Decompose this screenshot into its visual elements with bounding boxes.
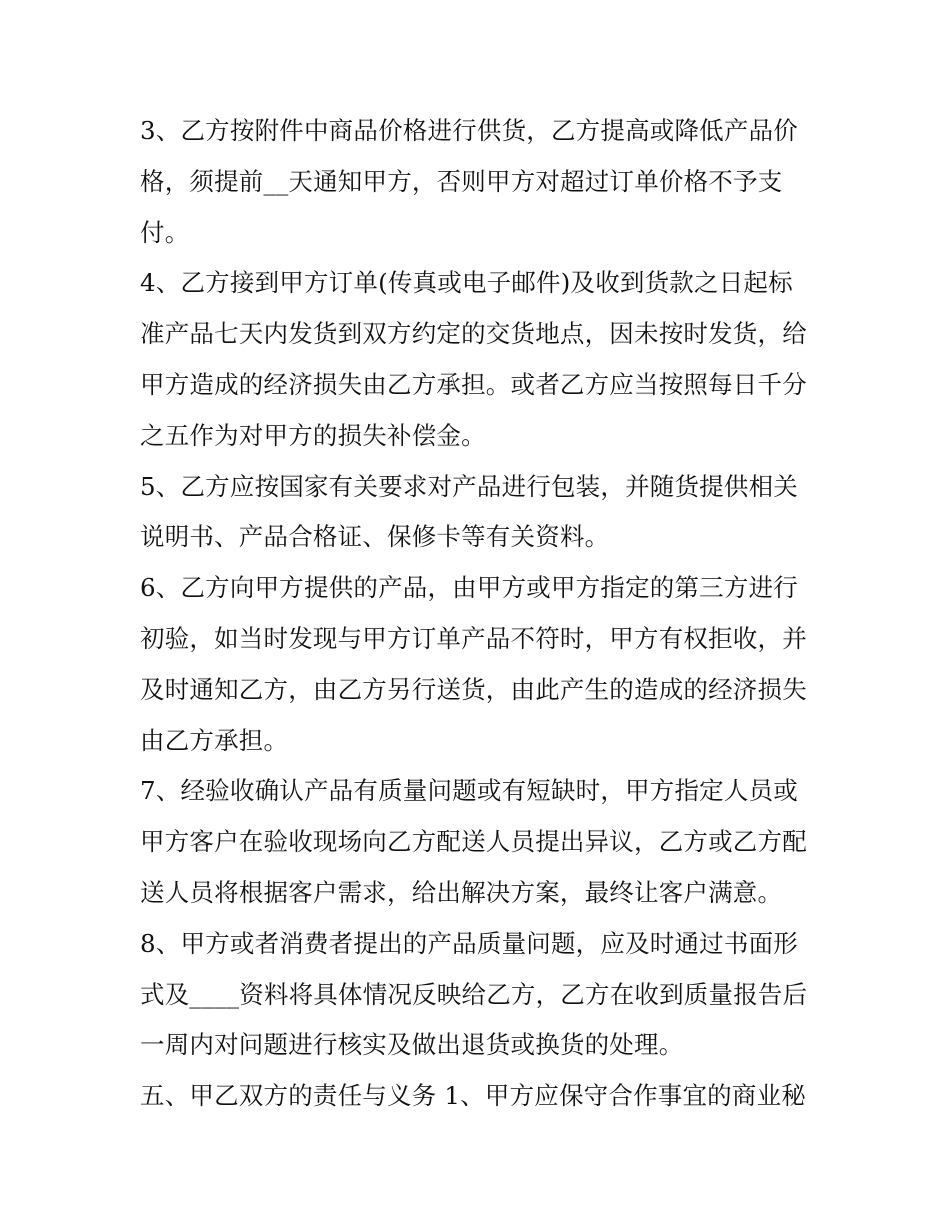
text-line: 甲方造成的经济损失由乙方承担。或者乙方应当按照每日千分 [140, 369, 807, 399]
text-line: 及时通知乙方，由乙方另行送货，由此产生的造成的经济损失 [140, 674, 807, 704]
text-line: 7、经验收确认产品有质量问题或有短缺时，甲方指定人员或 [140, 776, 798, 806]
text-line: 5、乙方应按国家有关要求对产品进行包装，并随货提供相关 [140, 471, 798, 501]
text-line: 由乙方承担。 [140, 725, 289, 755]
text-line: 一周内对问题进行核实及做出退货或换货的处理。 [140, 1030, 684, 1060]
text-line: 送人员将根据客户需求，给出解决方案，最终让客户满意。 [140, 877, 783, 907]
text-line: 3、乙方按附件中商品价格进行供货，乙方提高或降低产品价 [140, 116, 798, 145]
text-line: 8、甲方或者消费者提出的产品质量问题，应及时通过书面形 [140, 928, 798, 958]
text-line: 4、乙方接到甲方订单(传真或电子邮件)及收到货款之日起标 [140, 268, 793, 298]
text-line: 说明书、产品合格证、保修卡等有关资料。 [140, 522, 610, 552]
text-line: 初验，如当时发现与甲方订单产品不符时，甲方有权拒收，并 [140, 623, 807, 653]
text-line: 式及____资料将具体情况反映给乙方，乙方在收到质量报告后 [140, 979, 808, 1009]
text-line: 格，须提前__天通知甲方，否则甲方对超过订单价格不予支 [140, 166, 783, 196]
text-line: 之五作为对甲方的损失补偿金。 [140, 420, 486, 450]
text-line: 甲方客户在验收现场向乙方配送人员提出异议，乙方或乙方配 [140, 827, 807, 857]
text-line: 6、乙方向甲方提供的产品，由甲方或甲方指定的第三方进行 [140, 573, 798, 603]
contract-body-text [140, 106, 820, 1122]
text-line: 准产品七天内发货到双方约定的交货地点，因未按时发货，给 [140, 319, 807, 349]
text-line: 付。 [140, 217, 190, 247]
text-line: 五、甲乙双方的责任与义务 1、甲方应保守合作事宜的商业秘 [140, 1081, 806, 1111]
